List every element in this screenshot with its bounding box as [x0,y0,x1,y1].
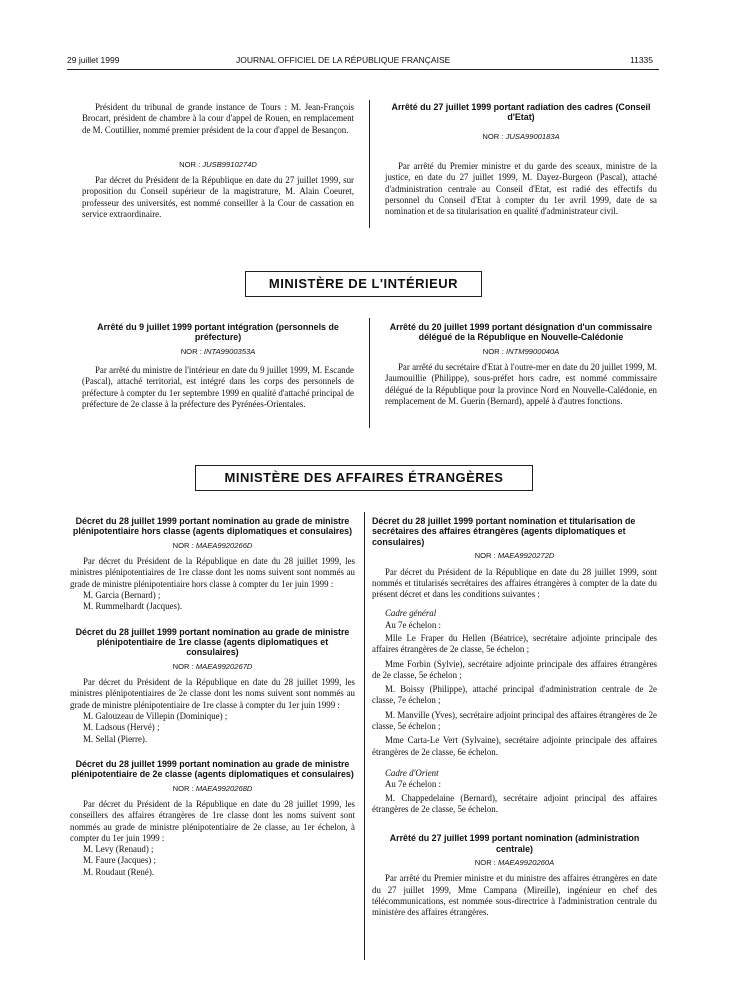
nominee: Mme Carta-Le Vert (Sylvaine), secrétaire adjointe principale des affaires étrangères de 2e classe, 6e échelon. [372,735,657,757]
nor-reference: NOR : MAEA9920260A [474,857,555,867]
nor-reference: NOR : MAEA9920267D [172,661,253,671]
nominee: Mlle Le Fraper du Hellen (Béatrice), secrétaire adjointe principale des affaires étrangères de 2e classe, 5e échelon ; [372,633,657,655]
nor-reference: NOR : JUSA9900183A [482,131,560,141]
journal-title: JOURNAL OFFICIEL DE LA RÉPUBLIQUE FRANÇAISE [236,55,451,65]
nor-reference: NOR : INTM9900040A [482,346,560,356]
nor-reference: NOR : MAEA9920268D [172,783,253,793]
interieur-left-column [82,322,354,410]
paragraph: Par décret du Président de la République en date du 28 juillet 1999, sont nommés et titularisés secrétaires des affaires étrangères à compter de la date du présent décret et dans les conditions suivantes : [372,566,657,600]
paragraph: Par décret du Président de la République en date du 28 juillet 1999, les ministres plénipotentiaires de 1re classe dont les noms suivent sont nommés au grade de ministre plénipotentiaire hors classe à compter du 1er juin 1999 : [70,556,355,589]
arrete-title: Arrêté du 9 juillet 1999 portant intégration (personnels de préfecture) [97,322,339,343]
header-date: 29 juillet 1999 [67,55,120,65]
paragraph: Par décret du Président de la République en date du 28 juillet 1999, les ministres plénipotentiaires de 2e classe dont les noms suivent sont nommés au grade de ministre plénipotentiaire de 1re classe à compter du 1er juin 1999 : [70,677,355,710]
paragraph: Par décret du Président de la République en date du 27 juillet 1999, sur proposition du Conseil supérieur de la magistrature, M. Alain Coeuret, professeur des universités, est nommé conseiller à la Cour de cassation en service extraordinaire. [82,175,354,220]
ministry-banner-interieur: MINISTÈRE DE L'INTÉRIEUR [245,271,482,297]
nominee: M. Levy (Renaud) ; [83,844,154,855]
echelon-label: Au 7e échelon : [385,619,441,630]
arrete-title: Arrêté du 20 juillet 1999 portant désignation d'un commissaire délégué de la République en Nouvelle-Calédonie [389,322,653,343]
column-divider [364,512,365,960]
nominee: M. Manville (Yves), secrétaire adjoint principal des affaires étrangères de 2e classe, 5e échelon ; [372,709,657,732]
column-divider [369,100,370,228]
decret-title: Décret du 28 juillet 1999 portant nomination au grade de ministre plénipotentiaire hors classe (agents diplomatiques et consulaires) [72,516,353,537]
nominee: M. Rummelhardt (Jacques). [83,601,183,612]
nominee: M. Boissy (Philippe), attaché principal d'administration centrale de 2e classe, 7e échelon ; [372,684,657,706]
affaires-left-column [70,516,355,878]
nor-reference: NOR : INTA9900353A [180,346,256,356]
top-right-column [385,102,657,218]
column-divider [369,318,370,428]
paragraph: Président du tribunal de grande instance de Tours : M. Jean-François Brocart, président de chambre à la cour d'appel de Rouen, en remplacement de M. Coutillier, nommé premier président de la cour d'appel de Besançon. [82,102,354,135]
arrete-title: Arrêté du 27 juillet 1999 portant nomination (administration centrale) [389,833,640,854]
nominee: M. Ladsous (Hervé) ; [83,722,160,733]
decret-title: Décret du 28 juillet 1999 portant nomination au grade de ministre plénipotentiaire de 2e classe (agents diplomatiques et consulaires) [71,758,354,780]
ministry-banner-affaires-etrangeres: MINISTÈRE DES AFFAIRES ÉTRANGÈRES [195,465,533,491]
nor-reference: NOR : JUSB9910274D [179,159,257,169]
nominee: M. Chappedelaine (Bernard), secrétaire adjoint principal des affaires étrangères de 2e classe, 5e échelon. [372,792,657,814]
paragraph: Par arrêté du ministre de l'intérieur en date du 9 juillet 1999, M. Escande (Pascal), attaché territorial, est intégré dans les corps des personnels de préfecture à compter du 1er septembre 1999 en qualité d'attaché principal de préfecture de 2e classe à la préfecture des Pyrénées-Orientales. [82,365,354,409]
paragraph: Par arrêté du Premier ministre et du garde des sceaux, ministre de la justice, en date du 27 juillet 1999, M. Dayez-Burgeon (Pascal), attaché d'administration centrale au Conseil d'Etat, est radié des effectifs du personnel du Conseil d'Etat à compter du 1er avril 1999, date de sa nomination et de sa titularisation en qualité d'administrateur civil. [385,161,657,217]
nor-reference: NOR : MAEA9920272D [474,551,555,561]
nor-reference: NOR : MAEA9920266D [172,540,253,550]
decret-title: Décret du 28 juillet 1999 portant nomination au grade de ministre plénipotentiaire de 1re classe (agents diplomatiques et consulaires) [75,626,350,658]
echelon-label: Au 7e échelon : [385,779,441,790]
interieur-right-column [385,322,657,407]
paragraph: Par décret du Président de la République en date du 28 juillet 1999, les conseillers des affaires étrangères de 1re classe dont les noms suivent sont nommés au grade de ministre plénipotentiaire de 2e classe, au 1er échelon, à compter du 1er juin 1999 : [70,799,355,843]
nominee: M. Garcia (Bernard) ; [83,590,161,600]
top-left-column [82,102,354,220]
decret-title: Décret du 28 juillet 1999 portant nomination et titularisation de secrétaires des affaires étrangères (agents diplomatiques et consulaires) [372,516,636,547]
nominee: M. Roudaut (René). [83,866,154,877]
subheading-cadre-general: Cadre général [385,608,437,619]
paragraph: Par arrêté du Premier ministre et du ministre des affaires étrangères en date du 27 juillet 1999, Mme Campana (Mireille), ingénieur en chef des télécommunications, est nommée sous-directrice à l'administration centrale du ministère des affaires étrangères. [372,873,657,918]
page-number: 11335 [630,55,654,65]
arrete-title: Arrêté du 27 juillet 1999 portant radiation des cadres (Conseil d'Etat) [391,102,651,123]
nominee: M. Sellal (Pierre). [83,733,148,744]
affaires-right-column [372,516,657,918]
nominee: M. Faure (Jacques) ; [83,855,156,866]
header-rule [67,69,659,70]
nominee: M. Galouzeau de Villepin (Dominique) ; [83,711,228,721]
subheading-cadre-orient: Cadre d'Orient [385,767,439,778]
paragraph: Par arrêté du secrétaire d'Etat à l'outre-mer en date du 20 juillet 1999, M. Jaumouillie (Philippe), sous-préfet hors cadre, est nommé commissaire délégué de la République pour la province Nord en Nouvelle-Calédonie, en remplacement de M. Guerin (Bernard), appelé à d'autres fonctions. [385,362,657,406]
nominee: Mme Forbin (Sylvie), secrétaire adjointe principale des affaires étrangères de 2e classe, 5e échelon ; [372,658,657,680]
